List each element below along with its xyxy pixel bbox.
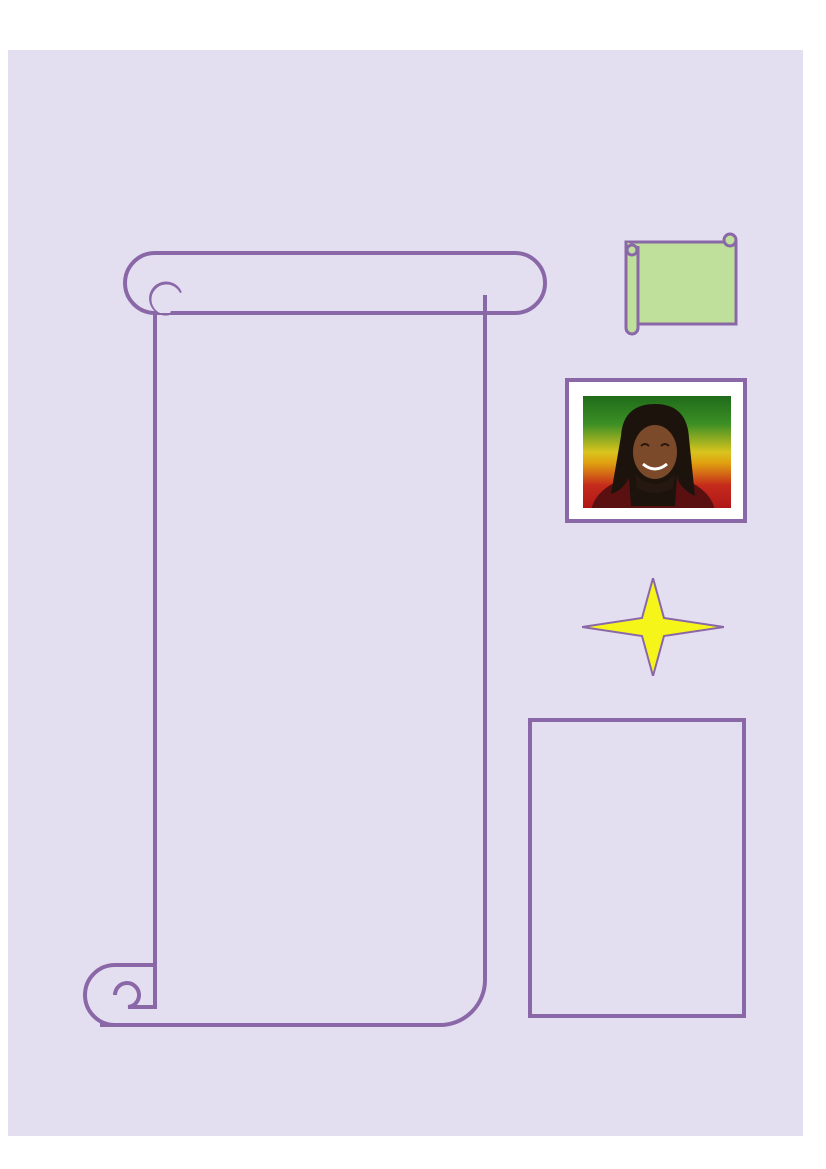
photo-frame [565,378,747,523]
artist-scroll [618,228,743,336]
rose-border-bottom [30,1045,800,1085]
worksheet-title [215,160,645,188]
word-checklist [528,718,746,1018]
rose-border-right [756,118,796,1048]
star-decoration [582,578,724,676]
rose-border-top [30,80,800,120]
bob-marley-photo [583,396,731,508]
lyrics-scroll-shape [60,245,560,1035]
